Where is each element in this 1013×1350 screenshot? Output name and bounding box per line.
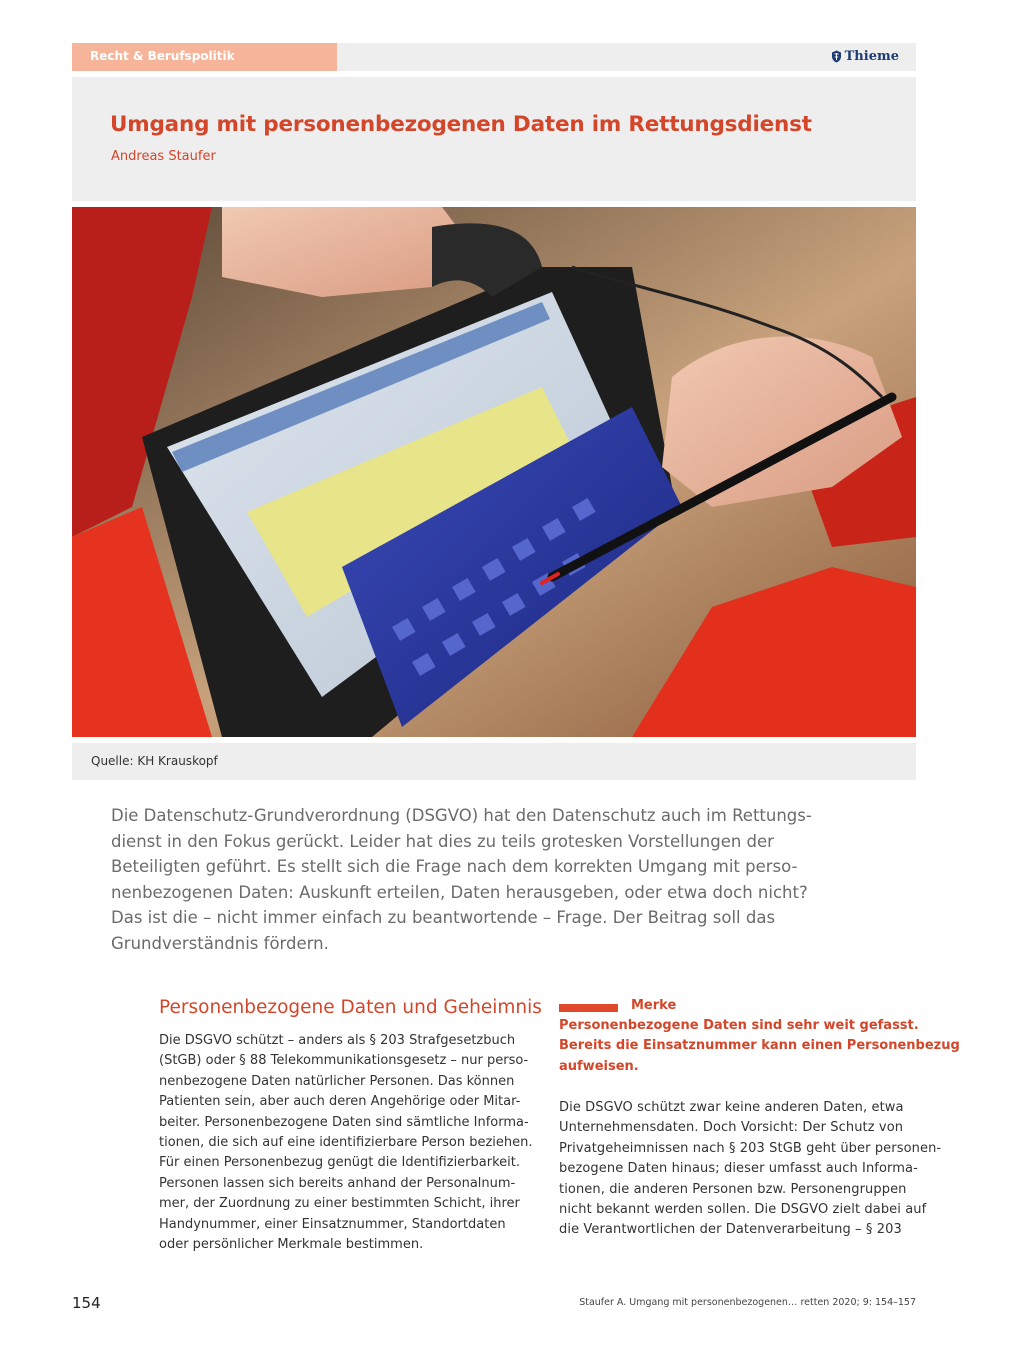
thieme-emblem-icon: [831, 50, 842, 63]
merke-line: Bereits die Einsatznummer kann einen Personenbezug: [559, 1038, 960, 1054]
lead-paragraph: [111, 803, 812, 956]
body-line: Handynummer, einer Einsatznummer, Standortdaten: [159, 1216, 506, 1232]
lead-line: Das ist die – nicht immer einfach zu beantwortende – Frage. Der Beitrag soll das: [111, 908, 776, 927]
body-line: beiter. Personenbezogene Daten sind sämtliche Informa-: [159, 1114, 529, 1130]
section-heading: Personenbezogene Daten und Geheimnis: [159, 997, 542, 1018]
merke-marker: [559, 1004, 618, 1012]
lead-line: dienst in den Fokus gerückt. Leider hat dies zu teils grotesken Vorstellungen der: [111, 831, 774, 851]
body-line: Personen lassen sich bereits anhand der Personalnum-: [159, 1175, 516, 1191]
body-line: (StGB) oder § 88 Telekommunikationsgesetz – nur perso-: [159, 1053, 529, 1069]
image-caption: Quelle: KH Krauskopf: [91, 754, 218, 768]
body-line: Die DSGVO schützt – anders als § 203 Strafgesetzbuch: [159, 1033, 516, 1048]
article-author: Andreas Staufer: [111, 149, 216, 164]
body-line: tionen, die anderen Personen bzw. Personengruppen: [559, 1181, 907, 1197]
body-column-right: [559, 1098, 942, 1241]
title-block: [72, 77, 916, 201]
body-line: die Verantwortlichen der Datenverarbeitung – § 203: [559, 1222, 902, 1238]
body-line: tionen, die sich auf eine identifizierbare Person beziehen.: [159, 1135, 533, 1151]
body-column-left: [159, 1031, 533, 1255]
body-line: mer, der Zuordnung zu einer bestimmten Schicht, ihrer: [159, 1196, 520, 1212]
article-photo: [72, 207, 916, 737]
lead-line: Beteiligten geführt. Es stellt sich die Frage nach dem korrekten Umgang mit perso-: [111, 857, 798, 876]
header-band: [337, 43, 916, 71]
section-label: Recht & Berufspolitik: [72, 43, 337, 71]
merke-box: [559, 1016, 960, 1077]
article-title: Umgang mit personenbezogenen Daten im Rettungsdienst: [110, 112, 812, 137]
body-line: oder persönlicher Merkmale bestimmen.: [159, 1237, 424, 1253]
merke-label: Merke: [631, 998, 677, 1013]
publisher-logo: [831, 49, 899, 64]
body-line: Privatgeheimnissen nach § 203 StGB geht über personen-: [559, 1140, 942, 1156]
publisher-name: Thieme: [844, 49, 899, 64]
merke-line: aufweisen.: [559, 1058, 639, 1074]
body-line: Für einen Personenbezug genügt die Identifizierbarkeit.: [159, 1155, 520, 1171]
merke-line: Personenbezogene Daten sind sehr weit gefasst.: [559, 1018, 919, 1033]
page-number: 154: [72, 1294, 101, 1312]
body-line: Unternehmensdaten. Doch Vorsicht: Der Schutz von: [559, 1120, 904, 1136]
body-line: nenbezogene Daten natürlicher Personen. Das können: [159, 1073, 515, 1089]
citation-line: Staufer A. Umgang mit personenbezogenen… retten 2020; 9: 154–157: [579, 1297, 916, 1308]
body-line: nicht bekannt werden sollen. Die DSGVO zielt dabei auf: [559, 1202, 927, 1218]
body-line: Patienten sein, aber auch deren Angehörige oder Mitar-: [159, 1094, 521, 1110]
lead-line: Die Datenschutz-Grundverordnung (DSGVO) hat den Datenschutz auch im Rettungs-: [111, 806, 812, 825]
body-line: bezogene Daten hinaus; dieser umfasst auch Informa-: [559, 1161, 918, 1177]
body-line: Die DSGVO schützt zwar keine anderen Daten, etwa: [559, 1100, 904, 1115]
lead-line: Grundverständnis fördern.: [111, 933, 329, 953]
lead-line: nenbezogenen Daten: Auskunft erteilen, Daten herausgeben, oder etwa doch nicht?: [111, 882, 808, 902]
